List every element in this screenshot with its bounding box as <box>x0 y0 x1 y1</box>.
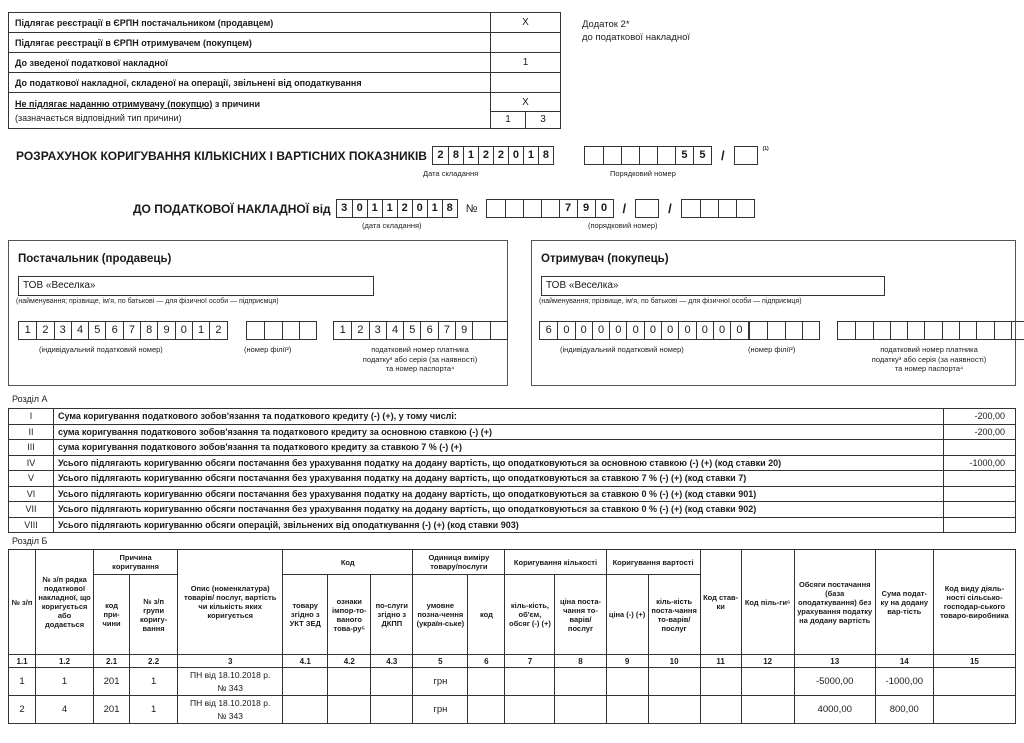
cell-c2-1[interactable]: 201 <box>94 668 130 696</box>
digit-cell[interactable]: 5 <box>403 322 420 339</box>
cell-c14[interactable]: -1000,00 <box>875 668 933 696</box>
digit-cell[interactable]: 0 <box>661 322 678 339</box>
cell-c11[interactable] <box>700 668 741 696</box>
buyer-name-caption: (найменування; прізвище, ім'я, по батькові — для фізичної особи — підприємця) <box>539 298 802 305</box>
digit-cell[interactable]: 7 <box>438 322 455 339</box>
cell-c13[interactable]: -5000,00 <box>794 668 875 696</box>
row-value[interactable] <box>944 502 1016 518</box>
cell-c10[interactable] <box>648 696 700 724</box>
cell-c11[interactable] <box>700 696 741 724</box>
column-number: 5 <box>413 655 468 668</box>
column-number: 8 <box>555 655 606 668</box>
annex-label <box>582 18 690 44</box>
flag-label: До податкової накладної, складеної на операції, звільнені від оподаткування <box>9 73 491 93</box>
digit-cell[interactable]: 5 <box>88 322 105 339</box>
digit-cell[interactable] <box>682 200 700 217</box>
not-provided-value[interactable]: X <box>491 93 561 112</box>
seller-panel <box>8 240 508 386</box>
col-header-4-2: ознаки імпор-то-ваного това-ру⁵ <box>328 575 371 655</box>
digit-cell[interactable] <box>838 322 855 339</box>
section-b-label: Розділ Б <box>12 536 48 546</box>
digit-cell[interactable]: 6 <box>420 322 437 339</box>
invoice-date-caption: (дата складання) <box>362 221 422 230</box>
section-a-row <box>9 409 1016 425</box>
digit-cell[interactable]: 4 <box>386 322 403 339</box>
cell-c12[interactable] <box>741 696 794 724</box>
digit-cell[interactable] <box>785 322 802 339</box>
table-row <box>9 696 1016 724</box>
cell-c4-2[interactable] <box>328 668 371 696</box>
digit-cell[interactable]: 2 <box>351 322 368 339</box>
row-number: VII <box>9 502 54 518</box>
calc-date-cells[interactable] <box>432 146 554 165</box>
col-header-2: Причина коригування <box>94 550 178 575</box>
cell-c2-2[interactable]: 1 <box>130 668 178 696</box>
column-number: 1.2 <box>36 655 94 668</box>
buyer-taxpayer-caption <box>844 345 1014 374</box>
row-text: Сума коригування податкового зобов'язання та податкового кредиту (-) (+), у тому числі: <box>54 409 944 425</box>
description-line: ПН від 18.10.2018 р. <box>190 669 271 680</box>
digit-cell[interactable]: 0 <box>595 200 613 217</box>
row-number: V <box>9 471 54 487</box>
seller-name-field[interactable]: ТОВ «Веселка» <box>18 276 374 296</box>
col-header-9: ціна (-) (+) <box>606 575 648 655</box>
seller-taxpayer-caption <box>335 345 505 374</box>
digit-cell[interactable] <box>959 322 976 339</box>
digit-cell[interactable] <box>1011 322 1024 339</box>
row-value[interactable]: -200,00 <box>944 409 1016 425</box>
digit-cell[interactable] <box>523 200 541 217</box>
digit-cell[interactable]: 0 <box>626 322 643 339</box>
seller-ipn-caption: (індивідуальний податковий номер) <box>39 345 163 354</box>
row-value[interactable] <box>944 517 1016 533</box>
digit-cell[interactable]: 8 <box>448 147 463 164</box>
digit-cell[interactable]: 1 <box>192 322 209 339</box>
digit-cell[interactable] <box>282 322 299 339</box>
digit-cell[interactable]: 2 <box>36 322 53 339</box>
digit-cell[interactable] <box>718 200 736 217</box>
section-a-row <box>9 486 1016 502</box>
cell-c2-1[interactable]: 201 <box>94 696 130 724</box>
caption-line: та номер паспорта⁴ <box>385 364 455 373</box>
column-number: 12 <box>741 655 794 668</box>
not-provided-suffix: з причини <box>212 98 261 109</box>
description-line: ПН від 18.10.2018 р. <box>190 697 271 708</box>
column-number: 14 <box>875 655 933 668</box>
invoice-number-part2-cells[interactable] <box>635 199 659 218</box>
digit-cell[interactable] <box>657 147 675 164</box>
row-number: II <box>9 424 54 440</box>
section-a-table <box>8 408 1016 533</box>
digit-cell[interactable]: 7 <box>559 200 577 217</box>
calc-number-cells[interactable] <box>584 146 712 165</box>
buyer-ipn-cells[interactable] <box>539 321 749 340</box>
seller-title: Постачальник (продавець) <box>18 253 172 265</box>
digit-cell[interactable]: 6 <box>105 322 122 339</box>
section-a-row <box>9 455 1016 471</box>
row-value[interactable] <box>944 440 1016 456</box>
row-text: Усього підлягають коригуванню обсяги постачання без урахування податку на додану вартість, що оподатковуються за основною ставкою (-) (+) (код ставки 20) <box>54 455 944 471</box>
invoice-date-cells[interactable] <box>336 199 458 218</box>
digit-cell[interactable]: 9 <box>577 200 595 217</box>
buyer-name-field[interactable]: ТОВ «Веселка» <box>541 276 885 296</box>
description-line: № 343 <box>217 682 243 693</box>
description-line: № 343 <box>217 710 243 721</box>
digit-cell[interactable]: 5 <box>675 147 693 164</box>
flag-label: До зведеної податкової накладної <box>9 53 491 73</box>
seller-branch-caption: (номер філії²) <box>244 345 292 354</box>
row-number: IV <box>9 455 54 471</box>
column-number: 4.2 <box>328 655 371 668</box>
digit-cell[interactable]: 0 <box>557 322 574 339</box>
flag-row <box>9 53 561 73</box>
cell-c4-3[interactable] <box>371 668 413 696</box>
invoice-title-row <box>133 199 755 218</box>
digit-cell[interactable]: 7 <box>123 322 140 339</box>
col-header-2-2: № з/п групи коригу-вання <box>130 575 178 655</box>
col-header-7: кіль-кість, об'єм, обсяг (-) (+) <box>505 575 555 655</box>
digit-cell[interactable] <box>264 322 281 339</box>
col-header-1-2: № з/п рядка податкової накладної, що коригується або додається <box>36 550 94 655</box>
digit-cell[interactable]: 0 <box>575 322 592 339</box>
cell-c4-1[interactable] <box>283 668 328 696</box>
col-header-5-6: Одиниця виміру товару/послуги <box>413 550 505 575</box>
flag-label: Підлягає реєстрації в ЄРПН постачальником (продавцем) <box>9 13 491 33</box>
digit-cell[interactable]: 0 <box>713 322 730 339</box>
flag-label: Підлягає реєстрації в ЄРПН отримувачем (покупцем) <box>9 33 491 53</box>
digit-cell[interactable]: 5 <box>693 147 711 164</box>
cell-c6[interactable] <box>468 696 505 724</box>
col-header-12: Код піль-ги⁶ <box>741 550 794 655</box>
digit-cell[interactable]: 2 <box>397 200 412 217</box>
cell-c9[interactable] <box>606 696 648 724</box>
digit-cell[interactable]: 8 <box>140 322 157 339</box>
digit-cell[interactable] <box>490 322 507 339</box>
seller-ipn-cells[interactable] <box>18 321 228 340</box>
reason-code-2[interactable]: 3 <box>525 112 560 128</box>
cell-c4-3[interactable] <box>371 696 413 724</box>
section-a-row <box>9 424 1016 440</box>
digit-cell[interactable] <box>735 147 753 164</box>
digit-cell[interactable]: 0 <box>352 200 367 217</box>
reason-code-1[interactable]: 1 <box>505 114 511 125</box>
col-header-6: код <box>468 575 505 655</box>
cell-c12[interactable] <box>741 668 794 696</box>
digit-cell[interactable]: 1 <box>463 147 478 164</box>
digit-cell[interactable]: 1 <box>367 200 382 217</box>
digit-cell[interactable]: 2 <box>493 147 508 164</box>
seller-branch-cells[interactable] <box>246 321 317 340</box>
col-header-14: Сума подат-ку на додану вар-тість <box>875 550 933 655</box>
cell-c6[interactable] <box>468 668 505 696</box>
flag-row <box>9 33 561 53</box>
digit-cell[interactable]: 1 <box>24 324 31 336</box>
slash: / <box>668 201 672 216</box>
slash: / <box>720 148 725 163</box>
row-text: Усього підлягають коригуванню обсяги операцій, звільнених від оподаткування (-) (+) (код ставки 903) <box>54 517 944 533</box>
calc-title-row <box>16 146 769 165</box>
digit-cell[interactable]: 1 <box>523 147 538 164</box>
digit-cell[interactable] <box>636 200 654 217</box>
digit-cell[interactable]: 0 <box>696 322 713 339</box>
cell-c5[interactable]: грн <box>413 668 468 696</box>
cell-c1-2[interactable]: 1 <box>36 668 94 696</box>
digit-cell[interactable]: 2 <box>209 322 226 339</box>
column-number: 2.2 <box>130 655 178 668</box>
flag-value[interactable]: X <box>491 13 561 33</box>
column-numbers-row <box>9 655 1016 668</box>
cell-c15[interactable] <box>933 668 1015 696</box>
table-row <box>9 668 1016 696</box>
digit-cell[interactable] <box>299 322 316 339</box>
digit-cell[interactable]: 3 <box>369 322 386 339</box>
digit-cell[interactable] <box>942 322 959 339</box>
digit-cell[interactable] <box>994 322 1011 339</box>
buyer-taxpayer-cells[interactable] <box>837 321 1024 340</box>
digit-cell[interactable] <box>890 322 907 339</box>
section-a-row <box>9 502 1016 518</box>
not-provided-text: Не підлягає наданню отримувачу (покупцю) <box>15 98 213 109</box>
digit-cell[interactable] <box>924 322 941 339</box>
digit-cell[interactable] <box>585 147 603 164</box>
digit-cell[interactable]: 0 <box>730 322 747 339</box>
digit-cell[interactable]: 2 <box>437 149 444 161</box>
digit-cell[interactable]: 0 <box>592 322 609 339</box>
seller-taxpayer-cells[interactable] <box>333 321 508 340</box>
column-number: 4.1 <box>283 655 328 668</box>
row-text: Усього підлягають коригуванню обсяги постачання без урахування податку на додану вартість, що оподатковуються за ставкою 0 % (-) (+) (код ставки 901) <box>54 486 944 502</box>
digit-cell[interactable] <box>767 322 784 339</box>
digit-cell[interactable] <box>247 322 264 339</box>
cell-c8[interactable] <box>555 696 606 724</box>
flag-row <box>9 73 561 93</box>
column-number: 13 <box>794 655 875 668</box>
registration-flags-table <box>8 12 561 129</box>
column-number: 9 <box>606 655 648 668</box>
row-value[interactable]: -1000,00 <box>944 455 1016 471</box>
digit-cell[interactable]: 4 <box>71 322 88 339</box>
digit-cell[interactable] <box>750 322 767 339</box>
section-a-row <box>9 517 1016 533</box>
col-header-4: Код <box>283 550 413 575</box>
calc-title: РОЗРАХУНОК КОРИГУВАННЯ КІЛЬКІСНИХ І ВАРТІСНИХ ПОКАЗНИКІВ <box>16 148 427 163</box>
column-number: 6 <box>468 655 505 668</box>
col-header-9-10: Коригування вартості <box>606 550 700 575</box>
digit-cell[interactable] <box>976 322 993 339</box>
buyer-panel <box>531 240 1016 386</box>
flag-value[interactable] <box>491 33 561 53</box>
col-header-7-8: Коригування кількості <box>505 550 606 575</box>
digit-cell[interactable] <box>855 322 872 339</box>
flag-value[interactable] <box>491 73 561 93</box>
cell-c2-2[interactable]: 1 <box>130 696 178 724</box>
column-number: 10 <box>648 655 700 668</box>
row-text: Усього підлягають коригуванню обсяги постачання без урахування податку на додану вартість, що оподатковуються за ставкою 7 % (-) (+) (код ставки 7) <box>54 471 944 487</box>
row-number: VI <box>9 486 54 502</box>
col-header-8: ціна поста-чання то-варів/ послуг <box>555 575 606 655</box>
col-header-5: умовне позна-чення (україн-ське) <box>413 575 468 655</box>
digit-cell[interactable] <box>621 147 639 164</box>
cell-c14[interactable]: 800,00 <box>875 696 933 724</box>
buyer-ipn-caption: (індивідуальний податковий номер) <box>560 345 684 354</box>
cell-c4-2[interactable] <box>328 696 371 724</box>
col-header-13: Обсяги постачання (база оподаткування) без урахування податку на додану вартість <box>794 550 875 655</box>
col-header-10: кіль-кість поста-чання то-варів/ послуг <box>648 575 700 655</box>
cell-description[interactable] <box>178 696 283 724</box>
flag-value[interactable]: 1 <box>491 53 561 73</box>
col-header-11: Код став-ки <box>700 550 741 655</box>
row-number: VIII <box>9 517 54 533</box>
cell-c7[interactable] <box>505 696 555 724</box>
digit-cell[interactable] <box>700 200 718 217</box>
cell-c5[interactable]: грн <box>413 696 468 724</box>
digit-cell[interactable] <box>736 200 754 217</box>
cell-c4-1[interactable] <box>283 696 328 724</box>
caption-line: податковий номер платника <box>371 345 469 354</box>
reason-codes <box>491 112 561 129</box>
cell-c13[interactable]: 4000,00 <box>794 696 875 724</box>
buyer-branch-caption: (номер філії²) <box>748 345 796 354</box>
section-a-row <box>9 440 1016 456</box>
seller-name-caption: (найменування; прізвище, ім'я, по батькові — для фізичної особи — підприємця) <box>16 298 279 305</box>
digit-cell[interactable] <box>505 200 523 217</box>
col-header-3: Опис (номенклатура) товарів/ послуг, вартість чи кількість яких коригується <box>178 550 283 655</box>
footnote-1: (1) <box>762 146 769 152</box>
digit-cell[interactable] <box>907 322 924 339</box>
digit-cell[interactable] <box>603 147 621 164</box>
digit-cell[interactable]: 0 <box>508 147 523 164</box>
caption-line: податку³ або серія (за наявності) <box>871 354 987 364</box>
flag-row <box>9 13 561 33</box>
column-number: 15 <box>933 655 1015 668</box>
row-value[interactable]: -200,00 <box>944 424 1016 440</box>
buyer-branch-cells[interactable] <box>749 321 820 340</box>
invoice-title: ДО ПОДАТКОВОЇ НАКЛАДНОЇ від <box>133 201 331 216</box>
digit-cell[interactable]: 0 <box>412 200 427 217</box>
calc-date-caption: Дата складання <box>423 169 479 178</box>
digit-cell[interactable] <box>639 147 657 164</box>
digit-cell[interactable] <box>873 322 890 339</box>
digit-cell[interactable]: 1 <box>382 200 397 217</box>
digit-cell[interactable]: 2 <box>478 147 493 164</box>
row-text: сума коригування податкового зобов'язання та податкового кредиту за основною ставкою (-) (+) <box>54 424 944 440</box>
column-number: 11 <box>700 655 741 668</box>
invoice-number-cells[interactable] <box>486 199 614 218</box>
row-value[interactable] <box>944 486 1016 502</box>
cell-c10[interactable] <box>648 668 700 696</box>
calc-number-caption: Порядковий номер <box>610 169 676 178</box>
not-provided-label <box>9 93 491 129</box>
digit-cell[interactable]: 9 <box>455 322 472 339</box>
col-header-4-1: товару згідно з УКТ ЗЕД <box>283 575 328 655</box>
column-number: 1.1 <box>9 655 36 668</box>
col-header-1-1: № з/п <box>9 550 36 655</box>
reason-note: (зазначається відповідний тип причини) <box>15 112 182 123</box>
annex-line-1: Додаток 2* <box>582 19 630 30</box>
section-a-label: Розділ А <box>12 394 48 404</box>
digit-cell[interactable] <box>541 200 559 217</box>
caption-line: податку³ або серія (за наявності) <box>362 354 478 364</box>
digit-cell[interactable]: 0 <box>678 322 695 339</box>
digit-cell[interactable]: 0 <box>609 322 626 339</box>
col-header-15: Код виду діяль-ності сільсько-господар-ського товаро-виробника <box>933 550 1015 655</box>
column-number: 2.1 <box>94 655 130 668</box>
cell-c15[interactable] <box>933 696 1015 724</box>
section-a-row <box>9 471 1016 487</box>
digit-cell[interactable]: 8 <box>442 200 457 217</box>
digit-cell[interactable]: 8 <box>538 147 553 164</box>
digit-cell[interactable]: 9 <box>157 322 174 339</box>
annex-line-2: до податкової накладної <box>582 32 691 43</box>
column-number: 4.3 <box>371 655 413 668</box>
invoice-number-part3-cells[interactable] <box>681 199 755 218</box>
calc-number-suffix-cells[interactable] <box>734 146 758 165</box>
cell-c1-2[interactable]: 4 <box>36 696 94 724</box>
digit-cell[interactable] <box>472 322 489 339</box>
col-header-4-3: по-слуги згідно з ДКПП <box>371 575 413 655</box>
digit-cell[interactable]: 0 <box>644 322 661 339</box>
digit-cell[interactable] <box>487 200 505 217</box>
row-number: I <box>9 409 54 425</box>
digit-cell[interactable] <box>802 322 819 339</box>
caption-line: та номер паспорта⁴ <box>894 364 964 373</box>
digit-cell[interactable]: 3 <box>54 322 71 339</box>
column-number: 3 <box>178 655 283 668</box>
row-text: сума коригування податкового зобов'язання та податкового кредиту за ставкою 7 % (-) (+) <box>54 440 944 456</box>
cell-c7[interactable] <box>505 668 555 696</box>
slash: / <box>622 201 627 216</box>
cell-c9[interactable] <box>606 668 648 696</box>
digit-cell[interactable]: 1 <box>427 200 442 217</box>
section-b-table <box>8 549 1016 724</box>
digit-cell[interactable]: 3 <box>341 202 348 214</box>
col-header-2-1: код при-чини <box>94 575 130 655</box>
digit-cell[interactable]: 1 <box>339 324 346 336</box>
row-number: III <box>9 440 54 456</box>
row-text: Усього підлягають коригуванню обсяги постачання без урахування податку на додану вартість, що оподатковуються за ставкою 0 % (-) (+) (код ставки 902) <box>54 502 944 518</box>
cell-description[interactable] <box>178 668 283 696</box>
flag-row-not-provided <box>9 93 561 112</box>
row-value[interactable] <box>944 471 1016 487</box>
digit-cell[interactable]: 0 <box>175 322 192 339</box>
column-number: 7 <box>505 655 555 668</box>
cell-c8[interactable] <box>555 668 606 696</box>
buyer-title: Отримувач (покупець) <box>541 253 669 265</box>
cell-c1-1[interactable]: 1 <box>9 668 36 696</box>
caption-line: податковий номер платника <box>880 345 978 354</box>
invoice-number-caption: (порядковий номер) <box>588 221 658 230</box>
digit-cell[interactable]: 6 <box>545 324 552 336</box>
number-sign: № <box>465 202 478 215</box>
cell-c1-1[interactable]: 2 <box>9 696 36 724</box>
